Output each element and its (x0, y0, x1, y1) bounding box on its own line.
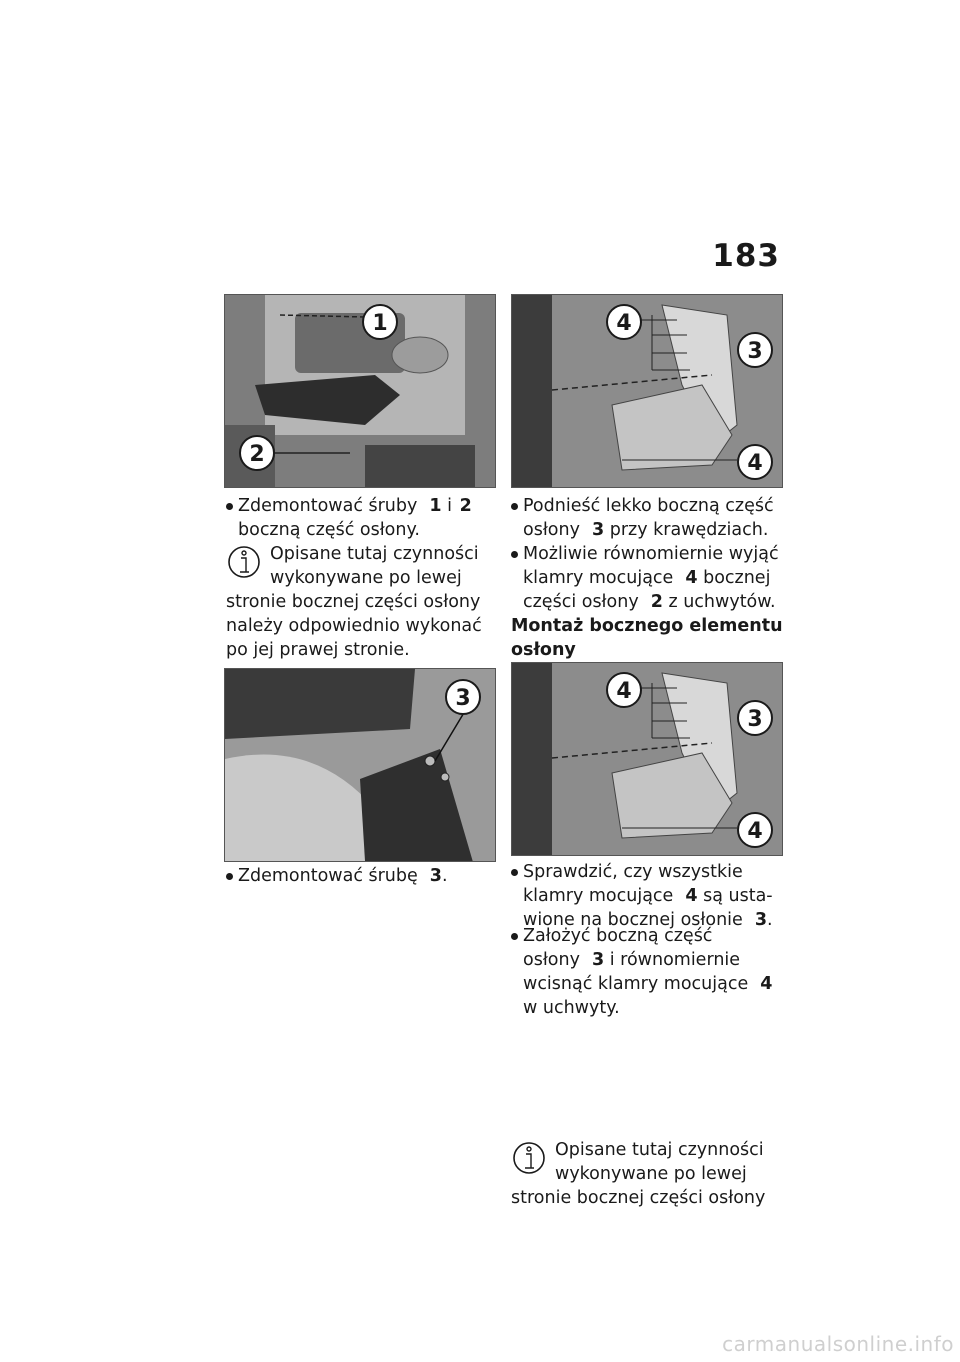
figure-clips-installation (511, 662, 783, 856)
svg-text:4: 4 (747, 451, 763, 476)
figure-clips-removal (511, 294, 783, 488)
side-panel-illustration (225, 669, 495, 861)
page-number: 183 (712, 238, 780, 274)
right-step-check-clips: Sprawdzić, czy wszystkie klamry mocujące 4 są usta- wione na bocznej osłonie 3. (511, 860, 786, 932)
figure-screw-3 (224, 668, 496, 862)
svg-text:4: 4 (616, 679, 632, 704)
svg-text:3: 3 (747, 339, 763, 364)
left-step-remove-screws: Zdemontować śruby 1 i 2 boczną część osłony. (226, 494, 496, 542)
callout-1 (363, 305, 397, 339)
callout-4-bottom (738, 445, 772, 479)
callout-4-top (607, 673, 641, 707)
left-step-remove-screw-3: Zdemontować śrubę 3. (226, 864, 496, 888)
svg-text:3: 3 (455, 686, 471, 711)
right-info-note: Opisane tutaj czynności wykonywane po lewej stronie bocznej części osłony (511, 1140, 766, 1208)
svg-text:3: 3 (747, 707, 763, 732)
callout-4-bottom (738, 813, 772, 847)
callout-2 (240, 436, 274, 470)
info-icon (226, 542, 262, 582)
left-info-note: Opisane tutaj czynności wykonywane po lewej stronie bocznej części osłony należy odpowiednio wykonać po jej prawej stronie. (226, 544, 482, 660)
scooter-front-illustration (225, 295, 495, 487)
info-icon (511, 1138, 547, 1178)
right-step-lift-panel: Podnieść lekko boczną część osłony 3 przy krawędziach. (511, 494, 786, 542)
right-step-fit-panel: Założyć boczną część osłony 3 i równomiernie wcisnąć klamry mocujące 4 w uchwyty. (511, 924, 786, 1020)
svg-text:4: 4 (616, 311, 632, 336)
svg-text:4: 4 (747, 819, 763, 844)
watermark-footer: carmanualsonline.info (722, 1332, 954, 1356)
callout-3 (738, 701, 772, 735)
svg-text:1: 1 (372, 311, 388, 336)
panel-clips-illustration-1 (512, 295, 782, 487)
figure-screws-1-2 (224, 294, 496, 488)
callout-4-top (607, 305, 641, 339)
section-heading-installation: Montaż bocznego elementu osłony (511, 616, 783, 660)
right-step-remove-clips: Możliwie równomiernie wyjąć klamry mocujące 4 bocznej części osłony 2 z uchwytów. (511, 542, 786, 614)
callout-3 (738, 333, 772, 367)
svg-text:2: 2 (249, 442, 265, 467)
callout-3 (446, 680, 480, 714)
panel-clips-illustration-2 (512, 663, 782, 855)
